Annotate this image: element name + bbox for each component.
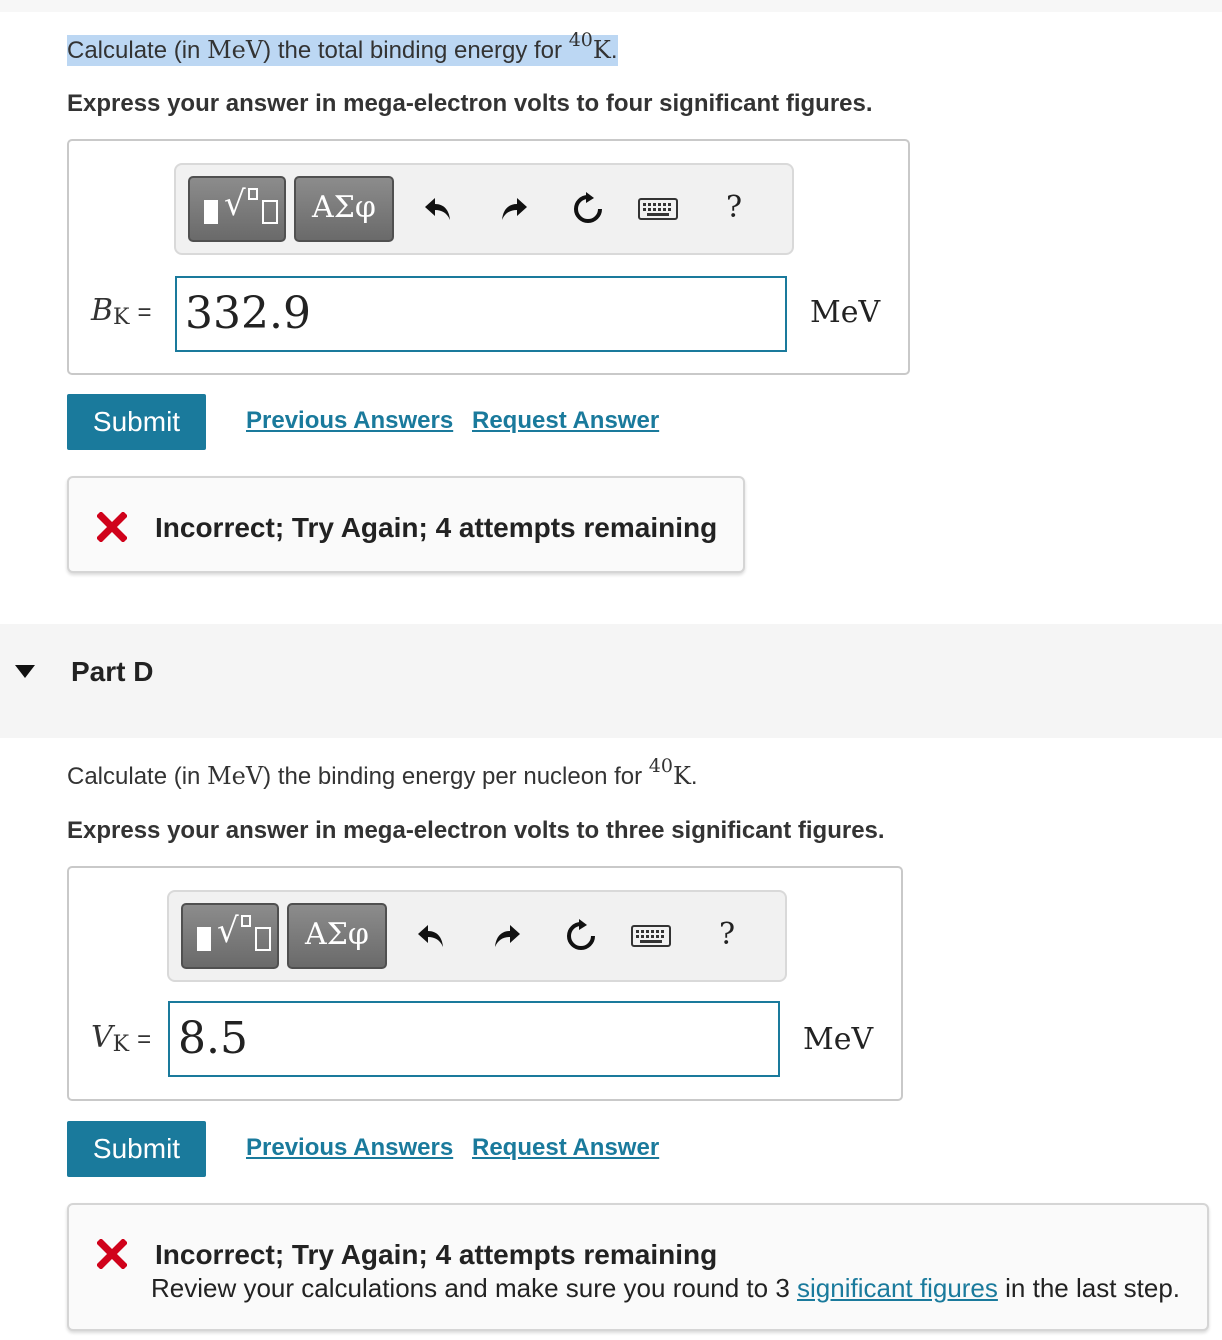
submit-button[interactable]: Submit: [67, 1121, 206, 1177]
math-toolbar: [167, 890, 787, 982]
incorrect-icon: [97, 1239, 127, 1269]
variable-label: BK =: [91, 293, 152, 330]
feedback-title: Incorrect; Try Again; 4 attempts remaining: [155, 1239, 718, 1270]
redo-icon[interactable]: [485, 914, 529, 958]
templates-button[interactable]: √: [181, 903, 279, 969]
undo-icon[interactable]: [416, 187, 460, 231]
part-d-instruction: Express your answer in mega-electron volts to three significant figures.: [67, 817, 885, 844]
collapse-caret-icon[interactable]: [14, 664, 36, 680]
part-d-feedback: [67, 1203, 1209, 1331]
help-icon[interactable]: ?: [725, 189, 743, 225]
top-strip: [0, 0, 1222, 12]
incorrect-icon: [97, 512, 127, 542]
variable-label: VK =: [91, 1020, 152, 1057]
reset-icon[interactable]: [559, 914, 603, 958]
keyboard-icon[interactable]: [629, 914, 673, 958]
part-c-instruction: Express your answer in mega-electron volts to four significant figures.: [67, 90, 873, 117]
templates-button[interactable]: √: [188, 176, 286, 242]
request-answer-link[interactable]: Request Answer: [472, 407, 660, 434]
part-c-feedback: [67, 476, 745, 573]
part-d-answer-box: [67, 866, 903, 1101]
answer-input[interactable]: 332.9: [175, 276, 787, 352]
part-d-question: Calculate (in MeV) the binding energy per nucleon for $^{40}$K.: [67, 755, 698, 790]
answer-input[interactable]: 8.5: [168, 1001, 780, 1077]
significant-figures-link[interactable]: significant figures: [797, 1273, 998, 1303]
previous-answers-link[interactable]: Previous Answers: [246, 1134, 454, 1161]
unit-label: MeV: [810, 295, 881, 330]
math-toolbar: [174, 163, 794, 255]
part-title: Part D: [71, 656, 154, 687]
part-c-question: [67, 29, 618, 68]
feedback-hint: Review your calculations and make sure you round to 3 significant figures in the last step.: [151, 1273, 1181, 1303]
request-answer-link[interactable]: Request Answer: [472, 1134, 660, 1161]
question-highlight: Calculate (in MeV) the total binding energy for $^{40}$K.: [67, 29, 618, 64]
undo-icon[interactable]: [409, 914, 453, 958]
unit-label: MeV: [803, 1022, 874, 1057]
symbols-button[interactable]: ΑΣφ: [294, 176, 394, 242]
redo-icon[interactable]: [492, 187, 536, 231]
keyboard-icon[interactable]: [636, 187, 680, 231]
submit-button[interactable]: Submit: [67, 394, 206, 450]
feedback-title: Incorrect; Try Again; 4 attempts remaining: [155, 512, 718, 543]
part-d-header[interactable]: [0, 624, 1222, 738]
reset-icon[interactable]: [566, 187, 610, 231]
part-c-answer-box: [67, 139, 910, 375]
previous-answers-link[interactable]: Previous Answers: [246, 407, 454, 434]
symbols-button[interactable]: ΑΣφ: [287, 903, 387, 969]
help-icon[interactable]: ?: [718, 916, 736, 952]
